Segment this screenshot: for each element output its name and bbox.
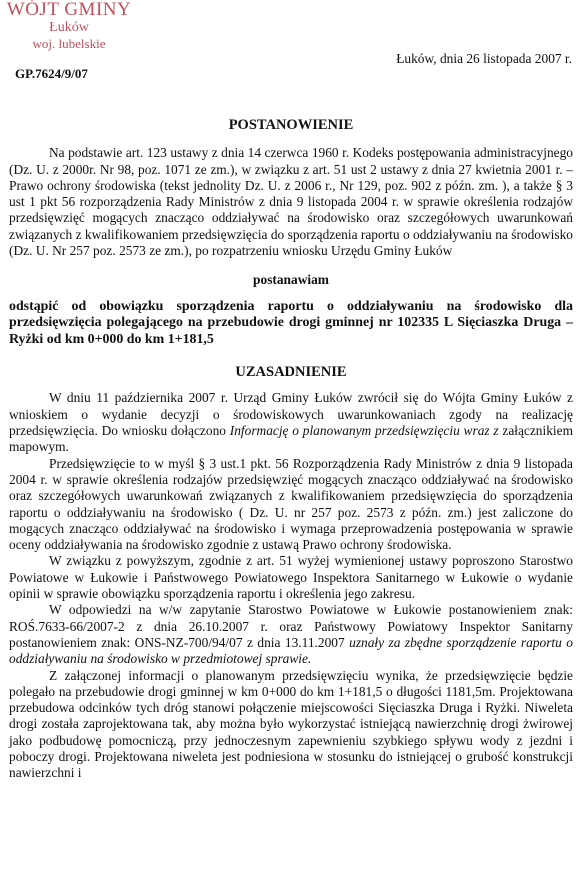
justification-paragraph-1 <box>9 390 573 455</box>
office-stamp <box>4 0 134 51</box>
decision-text: odstąpić od obowiązku sporządzenia raportu o oddziaływaniu na środowisko dla przedsięwzięcia polegającego na przebudowie drogi gminnej nr 102335 L Sięciaszka Druga – Ryżki od km 0+000 do km 1+181,5 <box>9 298 573 347</box>
stamp-line-2: Łuków <box>49 20 89 35</box>
p4-text-a: W odpowiedzi na w/w zapytanie Starostwo Powiatowe w Łukowie postanowieniem znak: ROŚ.7633-66/2007-2 z dnia 26.10.2007 r. oraz Państwowy Powiatowy Inspektor Sanitarny postanowieniem znak: ONS-NZ-700/94/07 z dnia 13.11.2007 <box>9 602 573 650</box>
place-and-date: Łuków, dnia 26 listopada 2007 r. <box>396 51 572 66</box>
p4-italic: uznały za zbędne sporządzenie raportu o oddziaływaniu na środowisko w przedmiotowej sprawie. <box>9 634 573 667</box>
legal-basis-paragraph: Na podstawie art. 123 ustawy z dnia 14 czerwca 1960 r. Kodeks postępowania administracyjnego (Dz. U. z 2000r. Nr 98, poz. 1071 ze zm.), w związku z art. 51 ust 2 ustawy z dnia 27 kwietnia 2001 r. – Prawo ochrony środowiska (tekst jednolity Dz. U. z 2006 r., Nr 129, poz. 902 z późn. zm. ), a także § 3 ust 1 pkt 56 rozporządzenia Rady Ministrów z dnia 9 listopada 2004 r. w sprawie określenia rodzajów przedsięwzięć mogących znacząco oddziaływać na środowisko oraz szczegółowych uwarunkowań związanych z kwalifikowaniem przedsięwzięcia do sporządzenia raportu o oddziaływaniu na środowisko (Dz. U. Nr 257 poz. 2573 ze zm.), po rozpatrzeniu wniosku Urzędu Gminy Łuków <box>9 145 573 259</box>
stamp-line-3: woj. lubelskie <box>32 36 106 51</box>
case-reference: GP.7624/9/07 <box>15 66 88 81</box>
stamp-line-1: WÓJT GMINY <box>6 0 132 20</box>
p1-text-c: załącznikiem mapowym. <box>9 423 574 455</box>
document-title: POSTANOWIENIE <box>228 117 354 133</box>
justification-paragraph-5: Z załączonej informacji o planowanym przedsięwzięciu wynika, że przedsięwzięcie będzie polegało na przebudowie drogi gminnej w km 0+000 do km 1+181,5 o długości 1181,5m. Projektowana przebudowa odcinków tych dróg stanowi połączenie miejscowości Sięciaszka Druga i Ryżki. Niweleta drogi została zaprojektowana tak, aby można było wykorzystać istniejącą nawierzchnię drogi żwirowej jako podbudowę pomocniczą, przy jednoczesnym zapewnieniu szybkiego spływu wody z jezdni i poboczy drogi. Projektowana niweleta jest podniesiona w stosunku do istniejącej o grubość konstrukcji nawierzchni i <box>9 667 573 781</box>
justification-title: UZASADNIENIE <box>235 364 347 381</box>
justification-paragraph-4 <box>9 602 573 667</box>
justification-paragraph-3: W związku z powyższym, zgodnie z art. 51 wyżej wymienionej ustawy poproszono Starostwo Powiatowe w Łukowie i Państwowego Powiatowego Inspektora Sanitarnego w Łukowie o wydanie opinii w sprawie obowiązku sporządzenia raportu i określenia jego zakresu. <box>9 553 573 602</box>
justification-paragraph-2: Przedsięwzięcie to w myśl § 3 ust.1 pkt. 56 Rozporządzenia Rady Ministrów z dnia 9 listopada 2004 r. w sprawie określenia rodzajów przedsięwzięć mogących znacząco oddziaływać na środowisko oraz szczegółowych uwarunkowań związanych z kwalifikowaniem przedsięwzięcia do sporządzenia raportu o oddziaływaniu na środowisko ( Dz. U. nr 257 poz. 2573 z późn. zm.) jest zaliczone do mogących znacząco oddziaływać na środowisko i wymaga przeprowadzenia postępowania w sprawie oceny oddziaływania na środowisko zgodnie z ustawą Prawo ochrony środowiska. <box>9 455 573 553</box>
decision-keyword: postanawiam <box>253 272 329 288</box>
document-body <box>9 117 573 782</box>
p1-text-a: W dniu 11 października 2007 r. Urząd Gminy Łuków zwrócił się do Wójta Gminy Łuków z wnioskiem o wydanie decyzji o środowiskowych uwarunkowaniach zgody na realizację przedsięwzięcia. Do wniosku dołączono <box>9 390 573 439</box>
p1-italic: Informację o planowanym przedsięwzięciu wraz z <box>229 423 499 439</box>
